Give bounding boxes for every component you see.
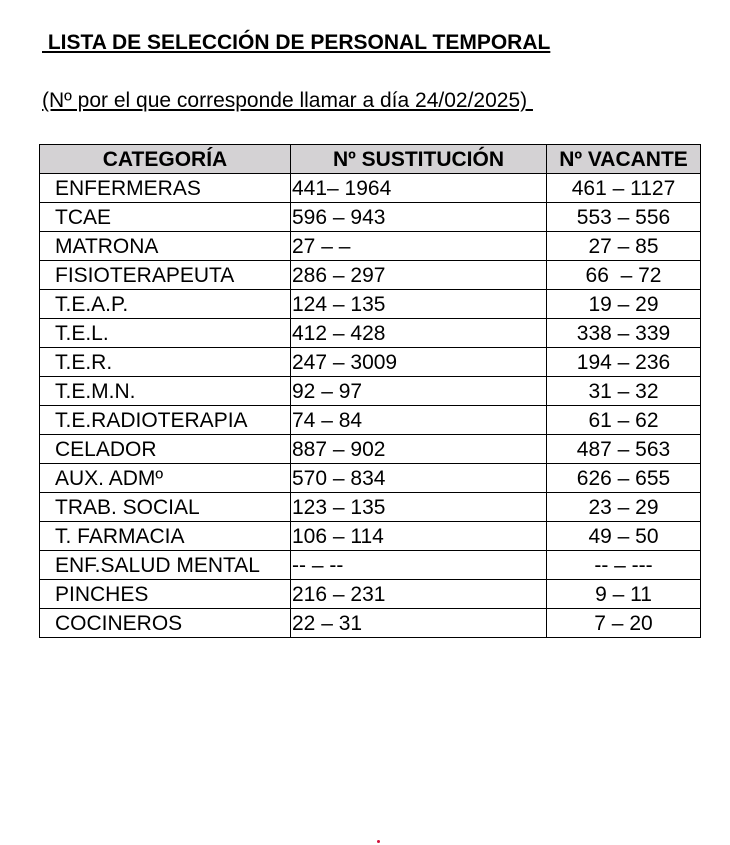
table-row [40,580,701,609]
cell-categoria: TCAE [40,203,291,232]
cell-vacante: 23 – 29 [547,493,701,522]
table-row [40,203,701,232]
cell-sustitucion: 441– 1964 [291,174,547,203]
cell-sustitucion: 247 – 3009 [291,348,547,377]
cell-sustitucion: 596 – 943 [291,203,547,232]
cell-sustitucion: 22 – 31 [291,609,547,638]
cell-categoria: FISIOTERAPEUTA [40,261,291,290]
table-row [40,377,701,406]
table-row [40,261,701,290]
column-header-sustitucion: Nº SUSTITUCIÓN [291,145,547,174]
table-row [40,522,701,551]
cell-sustitucion: 106 – 114 [291,522,547,551]
cell-categoria: T.E.M.N. [40,377,291,406]
cell-sustitucion: -- – -- [291,551,547,580]
cell-categoria: ENFERMERAS [40,174,291,203]
table-row [40,609,701,638]
document-title: LISTA DE SELECCIÓN DE PERSONAL TEMPORAL [42,31,551,54]
cell-categoria: T.E.A.P. [40,290,291,319]
cell-vacante: 49 – 50 [547,522,701,551]
table-row [40,174,701,203]
cell-categoria: T.E.R. [40,348,291,377]
cell-sustitucion: 92 – 97 [291,377,547,406]
cell-categoria: TRAB. SOCIAL [40,493,291,522]
cell-categoria: AUX. ADMº [40,464,291,493]
cell-categoria: CELADOR [40,435,291,464]
table-row [40,464,701,493]
table-row [40,551,701,580]
cell-categoria: T.E.RADIOTERAPIA [40,406,291,435]
cell-vacante: 61 – 62 [547,406,701,435]
cell-categoria: COCINEROS [40,609,291,638]
column-header-categoria: CATEGORÍA [40,145,291,174]
column-header-vacante: Nº VACANTE [547,145,701,174]
cell-sustitucion: 216 – 231 [291,580,547,609]
cell-vacante: 31 – 32 [547,377,701,406]
cell-categoria: T. FARMACIA [40,522,291,551]
cell-vacante: 66 – 72 [547,261,701,290]
table-body [40,174,701,638]
cell-vacante: 9 – 11 [547,580,701,609]
table-row [40,435,701,464]
table-row [40,319,701,348]
cell-sustitucion: 286 – 297 [291,261,547,290]
cell-sustitucion: 27 – – [291,232,547,261]
cell-sustitucion: 124 – 135 [291,290,547,319]
cell-sustitucion: 412 – 428 [291,319,547,348]
cell-sustitucion: 74 – 84 [291,406,547,435]
selection-list-table [39,144,701,638]
cell-vacante: 553 – 556 [547,203,701,232]
cell-sustitucion: 887 – 902 [291,435,547,464]
cell-vacante: 194 – 236 [547,348,701,377]
cell-sustitucion: 570 – 834 [291,464,547,493]
table-row [40,348,701,377]
cell-vacante: 19 – 29 [547,290,701,319]
cell-vacante: 7 – 20 [547,609,701,638]
cell-vacante: -- – --- [547,551,701,580]
table-row [40,290,701,319]
cell-vacante: 27 – 85 [547,232,701,261]
cell-categoria: ENF.SALUD MENTAL [40,551,291,580]
cell-vacante: 487 – 563 [547,435,701,464]
cell-vacante: 338 – 339 [547,319,701,348]
table-row [40,493,701,522]
table-row [40,406,701,435]
cell-categoria: T.E.L. [40,319,291,348]
cell-categoria: MATRONA [40,232,291,261]
document-subtitle: (Nº por el que corresponde llamar a día 24/02/2025) [42,89,533,112]
cell-sustitucion: 123 – 135 [291,493,547,522]
cell-vacante: 626 – 655 [547,464,701,493]
table-row [40,232,701,261]
table-header-row [40,145,701,174]
cell-categoria: PINCHES [40,580,291,609]
page-mark-dot [377,840,380,843]
cell-vacante: 461 – 1127 [547,174,701,203]
